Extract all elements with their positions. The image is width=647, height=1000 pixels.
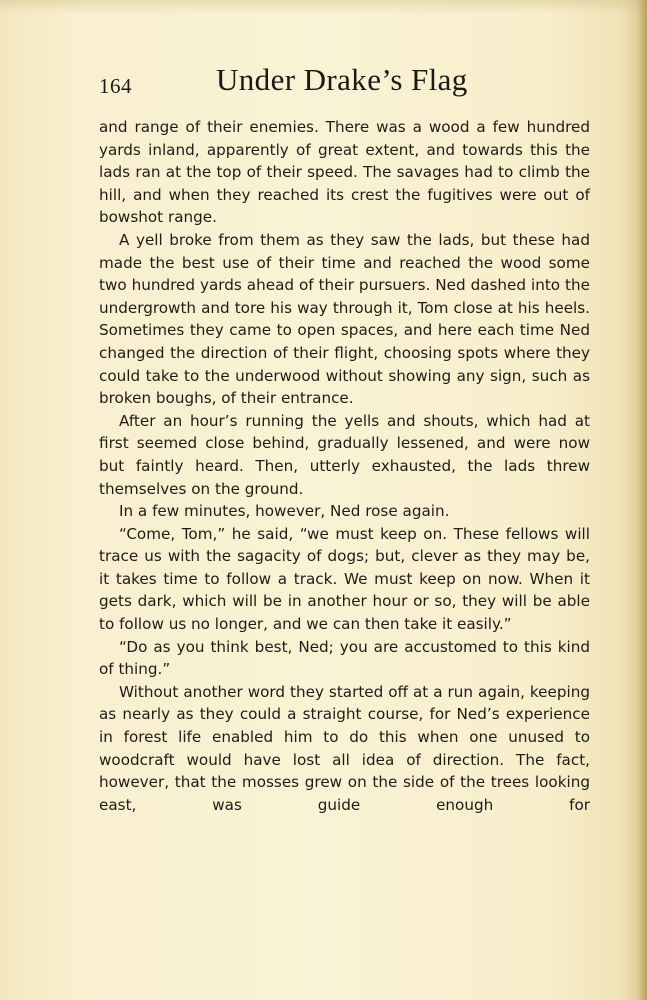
running-title: Under Drake’s Flag [216,62,468,97]
paragraph-7: Without another word they started off at a run again, keeping as nearly as they could a straight course, for Ned’s experience in forest life enabled him to do this when one unused to woodcraft would have lost all idea of direction. The fact, however, that the mosses grew on the side of the trees looking east, was guide enough for [99,682,590,814]
paragraph-4: In a few minutes, however, Ned rose again. [119,502,450,521]
paragraph-1: and range of their enemies. There was a wood a few hundred yards inland, apparently of great extent, and towards this the lads ran at the top of their speed. The savages had to climb the hill, and when they reached its crest the fugitives were out of bowshot range. [99,118,590,227]
body-text [99,116,590,816]
paragraph-5: “Come, Tom,” he said, “we must keep on. These fellows will trace us with the sagacity of dogs; but, clever as they may be, it takes time to follow a track. We must keep on now. When it gets dark, which will be in another hour or so, they will be able to follow us no longer, and we can then take it easily.” [99,524,590,634]
paragraph-6: “Do as you think best, Ned; you are accustomed to this kind of thing.” [99,637,590,679]
page-number: 164 [99,74,132,98]
paragraph-2: A yell broke from them as they saw the lads, but these had made the best use of their time and reached the wood some two hundred yards ahead of their pursuers. Ned dashed into the undergrowth and tore his way through it, Tom close at his heels. Sometimes they came to open spaces, and here each time Ned changed the direction of their flight, choosing spots where they could take to the underwood without showing any sign, such as broken boughs, of their entrance. [99,230,590,408]
paragraph-3: After an hour’s running the yells and shouts, which had at first seemed close behind, gradually lessened, and were now but faintly heard. Then, utterly exhausted, the lads threw themselves on the ground. [99,411,590,498]
page-header [99,62,589,106]
